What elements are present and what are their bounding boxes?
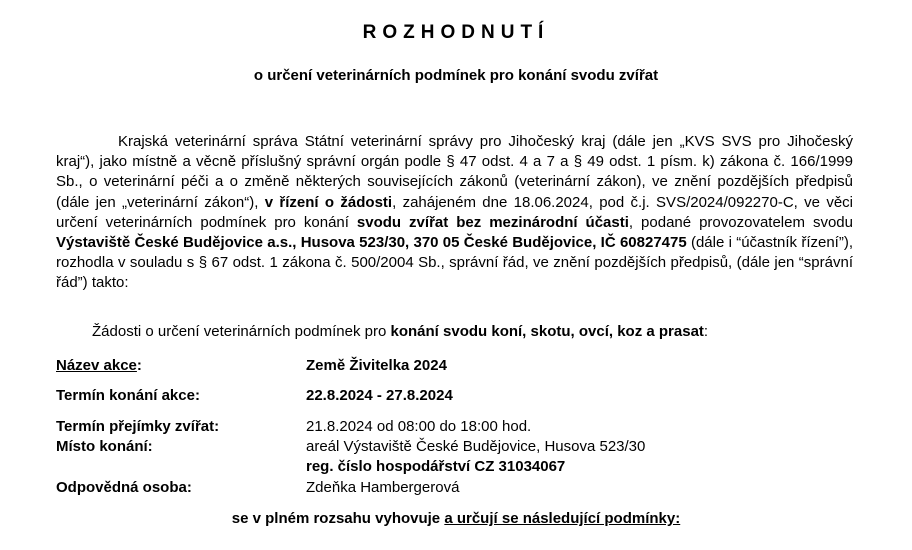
paragraph-text-2: , zahájeném dne 18.06.2024, pod č.j. SVS/2024/092270-C, ve věci určení veterinárních podmínek pro konání [56, 193, 853, 231]
event-date-label: Termín konání akce: [56, 387, 200, 404]
paragraph-bold-2: svodu zvířat bez mezinárodní účasti [356, 213, 629, 231]
intake-row [56, 418, 856, 438]
person-row [56, 479, 856, 499]
paragraph-text-4: (dále i “účastník řízení”), rozhodla v souladu s § 67 odst. 1 zákona č. 500/2004 Sb., správní řád, ve znění pozdějších předpisů, (dále jen “správní řád”) takto: [56, 234, 854, 292]
document-title: ROZHODNUTÍ [362, 22, 550, 43]
paragraph-bold-3: Výstaviště České Budějovice a.s., Husova 523/30, 370 05 České Budějovice, IČ 60827475 [56, 234, 687, 252]
conclusion-underlined: a určují se následující podmínky: [444, 510, 681, 527]
paragraph-bold-1: v řízení o žádosti [264, 193, 393, 211]
person-value: Zdeňka Hambergerová [306, 479, 460, 496]
conclusion-line [0, 510, 912, 527]
place-label: Místo konání: [56, 438, 153, 455]
event-name-label: Název akce: [56, 357, 142, 374]
request-suffix: : [703, 323, 709, 340]
request-prefix: Žádosti o určení veterinárních podmínek pro [92, 323, 391, 340]
place-value: areál Výstaviště České Budějovice, Husova 523/30 [306, 438, 646, 455]
event-name-row [56, 357, 856, 377]
request-bold: konání svodu koní, skotu, ovcí, koz a prasat [390, 323, 704, 340]
intake-value: 21.8.2024 od 08:00 do 18:00 hod. [306, 418, 532, 435]
request-line [92, 323, 708, 340]
document-subtitle: o určení veterinárních podmínek pro konání svodu zvířat [253, 67, 659, 84]
decision-paragraph [56, 132, 853, 294]
paragraph-text-1: Krajská veterinární správa Státní veterinární správy pro Jihočeský kraj (dále jen „KVS SVS pro Jihočeský kraj“), jako místně a věcně příslušný správní orgán podle § 47 odst. 4 a 7 a § 49 odst. 1 písm. k) zákona č. 166/1999 Sb., o veterinární péči a o změně některých souvisejících zákonů (veterinární zákon), ve znění pozdějších předpisů (dále jen „veterinární zákon“), [56, 133, 853, 211]
event-name-value: Země Živitelka 2024 [306, 357, 447, 374]
intake-label: Termín přejímky zvířat: [56, 418, 220, 435]
place-row [56, 438, 856, 458]
paragraph-text-3: , podané provozovatelem svodu [628, 213, 853, 231]
conclusion-plain: se v plném rozsahu vyhovuje [231, 510, 445, 527]
reg-number-row [56, 458, 856, 478]
event-date-row [56, 387, 856, 407]
reg-number-value: reg. číslo hospodářství CZ 31034067 [306, 458, 566, 475]
event-date-value: 22.8.2024 - 27.8.2024 [306, 387, 453, 404]
person-label: Odpovědná osoba: [56, 479, 192, 496]
